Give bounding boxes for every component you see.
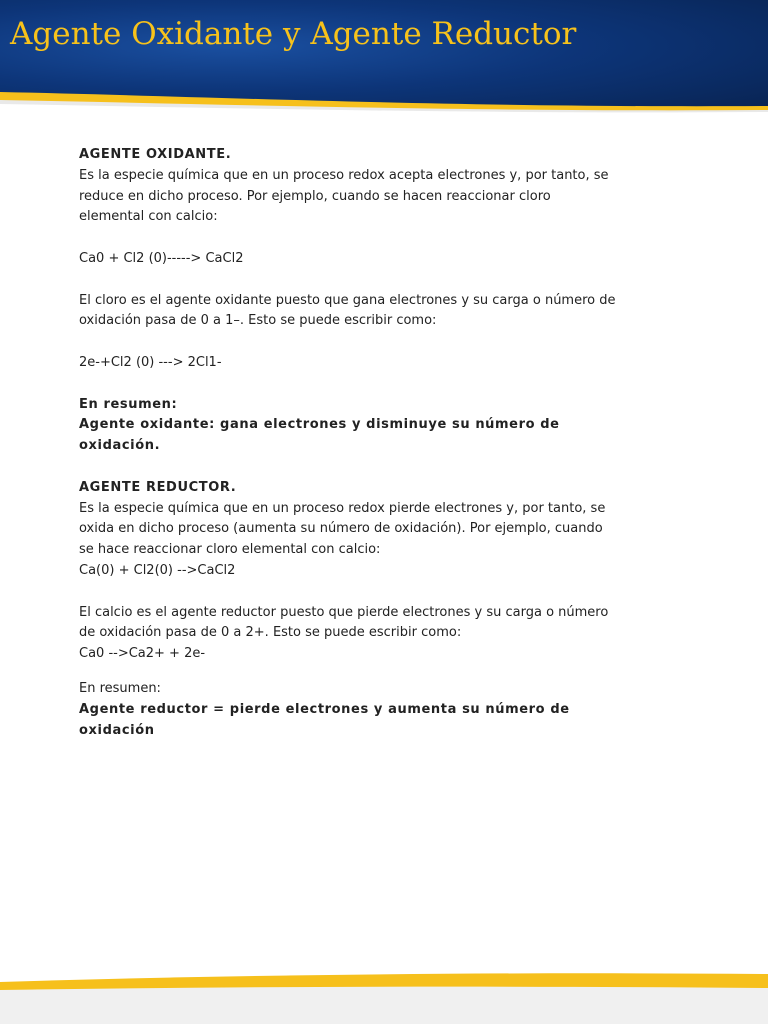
oxidante-summary-label: En resumen: — [79, 396, 178, 412]
reductor-explanation: El calcio es el agente reductor puesto que pierde electrones y su carga o número de oxidación pasa de 0 a 2+. Esto se puede escribir como: Ca0 -->Ca2+ + 2e- — [79, 604, 609, 662]
reductor-summary-label: En resumen: — [79, 680, 161, 696]
oxidante-equation-2: 2e-+Cl2 (0) ---> 2Cl1- — [79, 354, 222, 370]
heading-agente-reductor: AGENTE REDUCTOR. — [79, 479, 237, 495]
oxidante-explanation: El cloro es el agente oxidante puesto que gana electrones y su carga o número de oxidación pasa de 0 a 1–. Esto se puede escribir como: — [79, 292, 616, 329]
document-body — [79, 145, 639, 741]
header-banner — [0, 0, 768, 116]
reductor-summary-text: Agente reductor = pierde electrones y aumenta su número de oxidación — [79, 701, 570, 738]
oxidante-equation-1: Ca0 + Cl2 (0)-----> CaCl2 — [79, 250, 244, 266]
oxidante-summary-text: Agente oxidante: gana electrones y disminuye su número de oxidación. — [79, 417, 560, 454]
reductor-definition: Es la especie química que en un proceso redox pierde electrones y, por tanto, se oxida en dicho proceso (aumenta su número de oxidación). Por ejemplo, cuando se hace reaccionar cloro elemental con calcio: Ca(0) + Cl2(0) -->CaCl2 — [79, 500, 606, 578]
page-title: Agente Oxidante y Agente Reductor — [10, 16, 577, 52]
heading-agente-oxidante: AGENTE OXIDANTE. — [79, 147, 232, 162]
header-swoosh-decoration — [0, 82, 768, 116]
footer-swoosh-decoration — [0, 964, 768, 1024]
oxidante-definition: Es la especie química que en un proceso redox acepta electrones y, por tanto, se reduce en dicho proceso. Por ejemplo, cuando se hacen reaccionar cloro elemental con calcio: — [79, 167, 609, 225]
